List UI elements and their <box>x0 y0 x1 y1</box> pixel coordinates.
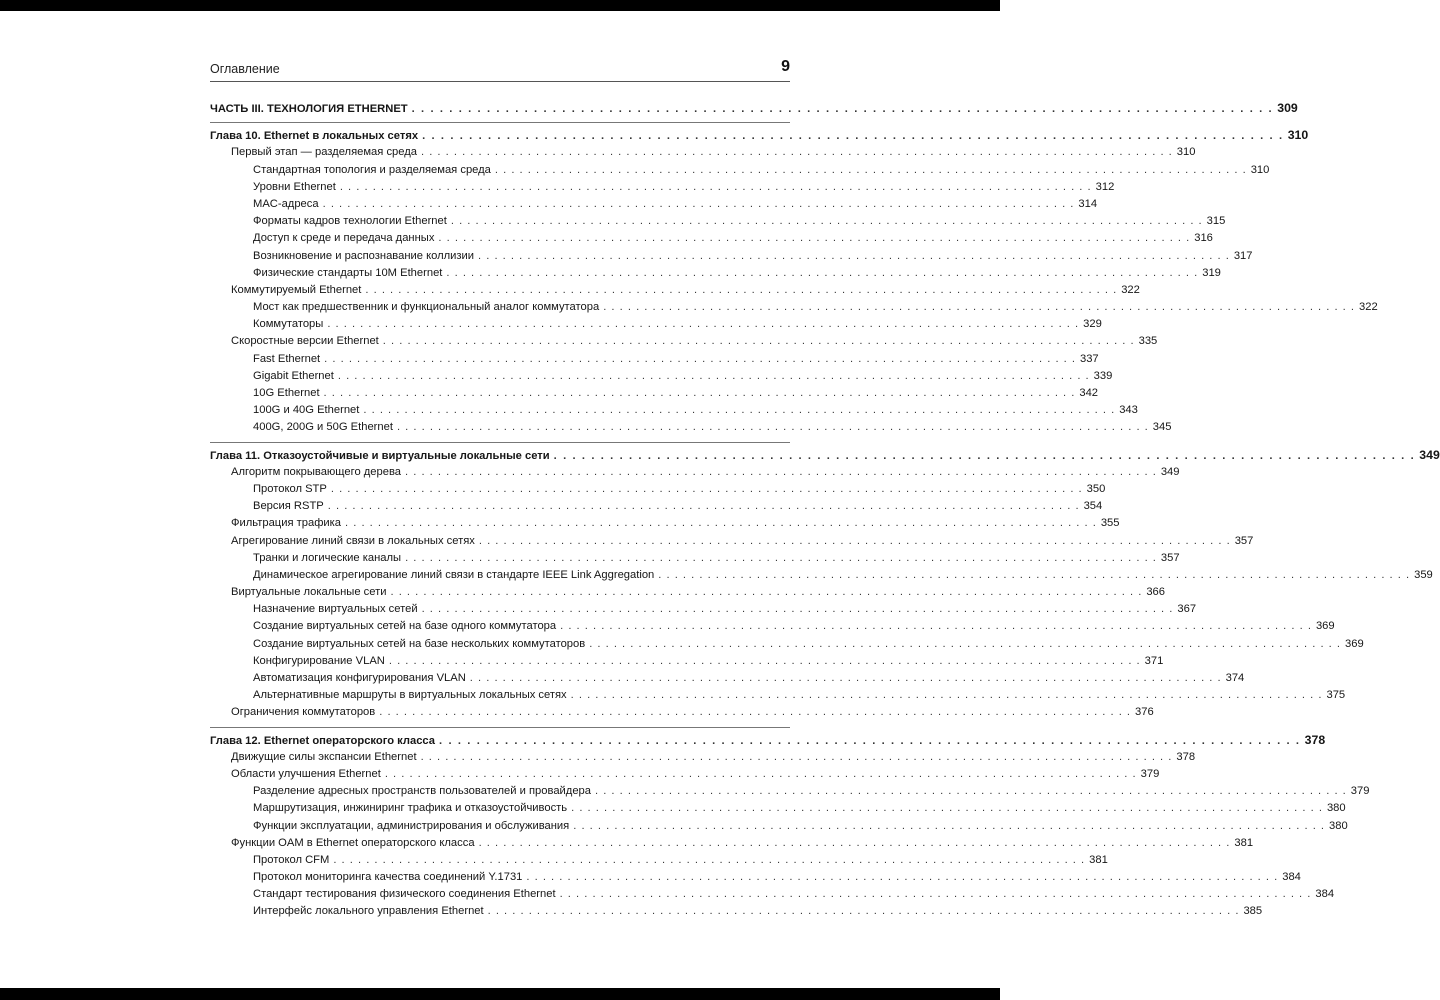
toc-entry-page: 376 <box>1135 706 1154 719</box>
toc-entry-title: Агрегирование линий связи в локальных сетях <box>231 534 475 547</box>
toc-entry-page: 381 <box>1089 853 1108 866</box>
toc-entry-title: Глава 10. Ethernet в локальных сетях <box>210 130 419 143</box>
toc-entry-page: 354 <box>1083 500 1103 513</box>
toc-entry[interactable] <box>210 687 1346 704</box>
table-of-contents <box>210 100 1440 921</box>
dot-leader: . . . . . . . . . . . . . . . . . . . . . . . . . . . . . . . . . . . . . . . . . . . . . . . . . . . . . . . . . . . . . . . . . . . . . . . . . . . . . . . . . . . . . . . . . . . . <box>439 734 1301 747</box>
toc-entry-title: Альтернативные маршруты в виртуальных локальных сетях <box>253 689 567 702</box>
dot-leader: . . . . . . . . . . . . . . . . . . . . . . . . . . . . . . . . . . . . . . . . . . . . . . . . . . . . . . . . . . . . . . . . . . . . . . . . . . . . . . . . . . . . . . . . . . . . <box>571 802 1323 815</box>
running-header <box>210 58 790 80</box>
toc-entry[interactable] <box>210 704 1154 721</box>
page-number: 9 <box>781 58 790 75</box>
toc-entry-page: 384 <box>1315 888 1335 901</box>
dot-leader: . . . . . . . . . . . . . . . . . . . . . . . . . . . . . . . . . . . . . . . . . . . . . . . . . . . . . . . . . . . . . . . . . . . . . . . . . . . . . . . . . . . . . . . . . . . . <box>450 215 1203 228</box>
toc-chapter-entry[interactable] <box>210 127 1309 144</box>
toc-entry-page: 380 <box>1326 802 1346 815</box>
toc-entry-page: 381 <box>1234 836 1254 849</box>
toc-entry-title: ЧАСТЬ III. ТЕХНОЛОГИЯ ETHERNET <box>210 103 408 115</box>
dot-leader: . . . . . . . . . . . . . . . . . . . . . . . . . . . . . . . . . . . . . . . . . . . . . . . . . . . . . . . . . . . . . . . . . . . . . . . . . . . . . . . . . . . . . . . . . . . . <box>411 103 1274 115</box>
toc-entry-title: Виртуальные локальные сети <box>231 586 387 599</box>
toc-entry-title: Транки и логические каналы <box>253 551 402 564</box>
toc-entry-title: Стандартная топология и разделяемая среда <box>253 163 491 176</box>
dot-leader: . . . . . . . . . . . . . . . . . . . . . . . . . . . . . . . . . . . . . . . . . . . . . . . . . . . . . . . . . . . . . . . . . . . . . . . . . . . . . . . . . . . . . . . . . . . . <box>421 603 1174 616</box>
toc-entry-title: Разделение адресных пространств пользователей и провайдера <box>253 785 591 798</box>
dot-leader: . . . . . . . . . . . . . . . . . . . . . . . . . . . . . . . . . . . . . . . . . . . . . . . . . . . . . . . . . . . . . . . . . . . . . . . . . . . . . . . . . . . . . . . . . . . . <box>405 465 1157 478</box>
dot-leader: . . . . . . . . . . . . . . . . . . . . . . . . . . . . . . . . . . . . . . . . . . . . . . . . . . . . . . . . . . . . . . . . . . . . . . . . . . . . . . . . . . . . . . . . . . . . <box>438 232 1191 245</box>
toc-entry-title: 10G Ethernet <box>253 387 320 399</box>
toc-entry-title: Функции OAM в Ethernet операторского класса <box>231 836 475 849</box>
toc-entry[interactable] <box>210 584 1165 601</box>
dot-leader: . . . . . . . . . . . . . . . . . . . . . . . . . . . . . . . . . . . . . . . . . . . . . . . . . . . . . . . . . . . . . . . . . . . . . . . . . . . . . . . . . . . . . . . . . . . . <box>333 853 1086 866</box>
toc-entry[interactable] <box>210 316 1102 333</box>
dot-leader: . . . . . . . . . . . . . . . . . . . . . . . . . . . . . . . . . . . . . . . . . . . . . . . . . . . . . . . . . . . . . . . . . . . . . . . . . . . . . . . . . . . . . . . . . . . . <box>573 819 1326 832</box>
toc-entry-page: 310 <box>1287 128 1309 143</box>
toc-entry[interactable] <box>210 419 1172 436</box>
toc-entry[interactable] <box>210 265 1221 282</box>
dot-leader: . . . . . . . . . . . . . . . . . . . . . . . . . . . . . . . . . . . . . . . . . . . . . . . . . . . . . . . . . . . . . . . . . . . . . . . . . . . . . . . . . . . . . . . . . . . . <box>345 517 1097 530</box>
dot-leader: . . . . . . . . . . . . . . . . . . . . . . . . . . . . . . . . . . . . . . . . . . . . . . . . . . . . . . . . . . . . . . . . . . . . . . . . . . . . . . . . . . . . . . . . . . . . <box>339 180 1092 193</box>
toc-entry-title: Конфигурирование VLAN <box>253 654 385 667</box>
toc-entry-title: Стандарт тестирования физического соединения Ethernet <box>253 888 556 901</box>
toc-entry[interactable] <box>210 402 1138 419</box>
toc-entry-title: Gigabit Ethernet <box>253 369 334 382</box>
toc-entry-title: Создание виртуальных сетей на базе одного коммутатора <box>253 620 557 633</box>
toc-entry-page: 357 <box>1234 534 1254 547</box>
toc-entry[interactable] <box>210 213 1226 230</box>
toc-entry-title: Интерфейс локального управления Ethernet <box>253 905 484 918</box>
dot-leader: . . . . . . . . . . . . . . . . . . . . . . . . . . . . . . . . . . . . . . . . . . . . . . . . . . . . . . . . . . . . . . . . . . . . . . . . . . . . . . . . . . . . . . . . . . . . <box>487 905 1240 918</box>
toc-entry-title: Маршрутизация, инжиниринг трафика и отказоустойчивость <box>253 802 568 815</box>
dot-leader: . . . . . . . . . . . . . . . . . . . . . . . . . . . . . . . . . . . . . . . . . . . . . . . . . . . . . . . . . . . . . . . . . . . . . . . . . . . . . . . . . . . . . . . . . . . . <box>420 750 1173 763</box>
top-black-border <box>0 0 1000 11</box>
dot-leader: . . . . . . . . . . . . . . . . . . . . . . . . . . . . . . . . . . . . . . . . . . . . . . . . . . . . . . . . . . . . . . . . . . . . . . . . . . . . . . . . . . . . . . . . . . . . <box>559 888 1312 901</box>
toc-entry-title: Создание виртуальных сетей на базе нескольких коммутаторов <box>253 637 586 650</box>
toc-chapter-entry[interactable] <box>210 732 1326 749</box>
toc-entry-page: 379 <box>1140 767 1160 780</box>
toc-entry-title: Уровни Ethernet <box>253 180 336 193</box>
toc-entry-title: Движущие силы экспансии Ethernet <box>231 750 417 763</box>
toc-entry-title: Возникновение и распознавание коллизии <box>253 249 475 262</box>
toc-entry-title: Автоматизация конфигурирования VLAN <box>253 672 466 684</box>
toc-entry[interactable] <box>210 886 1335 903</box>
toc-entry-page: 378 <box>1304 732 1326 747</box>
toc-entry-page: 315 <box>1206 215 1226 228</box>
dot-leader: . . . . . . . . . . . . . . . . . . . . . . . . . . . . . . . . . . . . . . . . . . . . . . . . . . . . . . . . . . . . . . . . . . . . . . . . . . . . . . . . . . . . . . . . . . . . <box>469 672 1222 684</box>
toc-entry-page: 378 <box>1176 750 1196 763</box>
dot-leader: . . . . . . . . . . . . . . . . . . . . . . . . . . . . . . . . . . . . . . . . . . . . . . . . . . . . . . . . . . . . . . . . . . . . . . . . . . . . . . . . . . . . . . . . . . . . <box>388 654 1141 667</box>
toc-entry[interactable] <box>210 636 1364 653</box>
toc-entry[interactable] <box>210 333 1158 350</box>
dot-leader: . . . . . . . . . . . . . . . . . . . . . . . . . . . . . . . . . . . . . . . . . . . . . . . . . . . . . . . . . . . . . . . . . . . . . . . . . . . . . . . . . . . . . . . . . . . . <box>390 586 1143 599</box>
toc-entry-title: MAC-адреса <box>253 197 319 210</box>
toc-entry[interactable] <box>210 515 1120 532</box>
toc-entry-page: 371 <box>1144 654 1164 667</box>
toc-entry-title: Протокол мониторинга качества соединений Y.1731 <box>253 871 523 884</box>
toc-entry-page: 310 <box>1176 146 1196 159</box>
toc-entry[interactable] <box>210 248 1253 265</box>
toc-entry[interactable] <box>210 818 1348 835</box>
toc-entry-page: 374 <box>1225 672 1245 684</box>
toc-entry[interactable] <box>210 464 1180 481</box>
toc-entry-page: 380 <box>1329 819 1348 832</box>
dot-leader: . . . . . . . . . . . . . . . . . . . . . . . . . . . . . . . . . . . . . . . . . . . . . . . . . . . . . . . . . . . . . . . . . . . . . . . . . . . . . . . . . . . . . . . . . . . . <box>327 500 1080 513</box>
toc-entry[interactable] <box>210 230 1213 247</box>
toc-entry[interactable] <box>210 618 1335 635</box>
toc-entry-title: Доступ к среде и передача данных <box>253 232 435 245</box>
toc-entry[interactable] <box>210 385 1099 402</box>
dot-leader: . . . . . . . . . . . . . . . . . . . . . . . . . . . . . . . . . . . . . . . . . . . . . . . . . . . . . . . . . . . . . . . . . . . . . . . . . . . . . . . . . . . . . . . . . . . . <box>570 689 1323 702</box>
toc-entry-page: 375 <box>1326 689 1346 702</box>
toc-entry-title: 400G, 200G и 50G Ethernet <box>253 421 393 434</box>
dot-leader: . . . . . . . . . . . . . . . . . . . . . . . . . . . . . . . . . . . . . . . . . . . . . . . . . . . . . . . . . . . . . . . . . . . . . . . . . . . . . . . . . . . . . . . . . . . . <box>494 163 1247 176</box>
toc-entry-title: Форматы кадров технологии Ethernet <box>253 215 447 228</box>
toc-entry-page: 367 <box>1177 603 1197 616</box>
dot-leader: . . . . . . . . . . . . . . . . . . . . . . . . . . . . . . . . . . . . . . . . . . . . . . . . . . . . . . . . . . . . . . . . . . . . . . . . . . . . . . . . . . . . . . . . . . . . <box>560 620 1312 633</box>
dot-leader: . . . . . . . . . . . . . . . . . . . . . . . . . . . . . . . . . . . . . . . . . . . . . . . . . . . . . . . . . . . . . . . . . . . . . . . . . . . . . . . . . . . . . . . . . . . . <box>327 318 1080 331</box>
toc-entry[interactable] <box>210 567 1433 584</box>
toc-entry[interactable] <box>210 653 1164 670</box>
toc-entry-page: 349 <box>1419 447 1440 462</box>
toc-entry-title: Функции эксплуатации, администрирования и обслуживания <box>253 819 570 832</box>
toc-entry-page: 316 <box>1194 232 1213 245</box>
dot-leader: . . . . . . . . . . . . . . . . . . . . . . . . . . . . . . . . . . . . . . . . . . . . . . . . . . . . . . . . . . . . . . . . . . . . . . . . . . . . . . . . . . . . . . . . . . . . <box>396 421 1149 434</box>
toc-entry[interactable] <box>210 749 1196 766</box>
dot-leader: . . . . . . . . . . . . . . . . . . . . . . . . . . . . . . . . . . . . . . . . . . . . . . . . . . . . . . . . . . . . . . . . . . . . . . . . . . . . . . . . . . . . . . . . . . . . <box>324 352 1076 365</box>
toc-entry-title: Коммутаторы <box>253 318 324 331</box>
dot-leader: . . . . . . . . . . . . . . . . . . . . . . . . . . . . . . . . . . . . . . . . . . . . . . . . . . . . . . . . . . . . . . . . . . . . . . . . . . . . . . . . . . . . . . . . . . . . <box>330 482 1083 495</box>
toc-entry-title: Fast Ethernet <box>253 352 321 365</box>
toc-entry-title: Назначение виртуальных сетей <box>253 603 418 616</box>
toc-entry[interactable] <box>210 601 1197 618</box>
toc-entry-page: 369 <box>1315 620 1335 633</box>
toc-entry-title: Ограничения коммутаторов <box>231 706 376 719</box>
toc-entry-page: 339 <box>1093 369 1113 382</box>
header-rule <box>210 81 790 82</box>
toc-entry-title: Алгоритм покрывающего дерева <box>231 465 402 478</box>
dot-leader: . . . . . . . . . . . . . . . . . . . . . . . . . . . . . . . . . . . . . . . . . . . . . . . . . . . . . . . . . . . . . . . . . . . . . . . . . . . . . . . . . . . . . . . . . . . . <box>526 871 1279 884</box>
dot-leader: . . . . . . . . . . . . . . . . . . . . . . . . . . . . . . . . . . . . . . . . . . . . . . . . . . . . . . . . . . . . . . . . . . . . . . . . . . . . . . . . . . . . . . . . . . . . <box>337 369 1090 382</box>
dot-leader: . . . . . . . . . . . . . . . . . . . . . . . . . . . . . . . . . . . . . . . . . . . . . . . . . . . . . . . . . . . . . . . . . . . . . . . . . . . . . . . . . . . . . . . . . . . . <box>382 335 1135 348</box>
dot-leader: . . . . . . . . . . . . . . . . . . . . . . . . . . . . . . . . . . . . . . . . . . . . . . . . . . . . . . . . . . . . . . . . . . . . . . . . . . . . . . . . . . . . . . . . . . . . <box>405 551 1157 564</box>
toc-chapter-entry[interactable] <box>210 447 1440 464</box>
toc-entry-title: Динамическое агрегирование линий связи в стандарте IEEE Link Aggregation <box>253 568 655 581</box>
toc-entry-page: 310 <box>1250 163 1270 176</box>
toc-entry-page: 366 <box>1146 586 1165 599</box>
toc-entry[interactable] <box>210 368 1113 385</box>
dot-leader: . . . . . . . . . . . . . . . . . . . . . . . . . . . . . . . . . . . . . . . . . . . . . . . . . . . . . . . . . . . . . . . . . . . . . . . . . . . . . . . . . . . . . . . . . . . . <box>446 266 1199 279</box>
dot-leader: . . . . . . . . . . . . . . . . . . . . . . . . . . . . . . . . . . . . . . . . . . . . . . . . . . . . . . . . . . . . . . . . . . . . . . . . . . . . . . . . . . . . . . . . . . . . <box>322 197 1075 210</box>
toc-entry-page: 355 <box>1100 517 1120 530</box>
toc-entry[interactable] <box>210 179 1115 196</box>
toc-entry-title: Мост как предшественник и функциональный аналог коммутатора <box>253 301 600 314</box>
toc-entry-page: 345 <box>1152 421 1172 434</box>
toc-entry-page: 379 <box>1350 785 1370 798</box>
toc-entry-title: 100G и 40G Ethernet <box>253 404 360 417</box>
toc-entry-page: 319 <box>1202 266 1221 279</box>
toc-entry-page: 322 <box>1359 301 1378 314</box>
toc-entry-title: Фильтрация трафика <box>231 517 342 530</box>
toc-entry-page: 384 <box>1282 871 1301 884</box>
toc-entry[interactable] <box>210 800 1346 817</box>
toc-entry[interactable] <box>210 783 1370 800</box>
toc-entry-page: 350 <box>1086 482 1106 495</box>
toc-entry-page: 335 <box>1138 335 1158 348</box>
toc-entry-page: 385 <box>1243 905 1263 918</box>
toc-entry[interactable] <box>210 903 1263 920</box>
dot-leader: . . . . . . . . . . . . . . . . . . . . . . . . . . . . . . . . . . . . . . . . . . . . . . . . . . . . . . . . . . . . . . . . . . . . . . . . . . . . . . . . . . . . . . . . . . . . <box>422 130 1284 143</box>
toc-entry[interactable] <box>210 670 1245 687</box>
toc-entry[interactable] <box>210 144 1196 161</box>
dot-leader: . . . . . . . . . . . . . . . . . . . . . . . . . . . . . . . . . . . . . . . . . . . . . . . . . . . . . . . . . . . . . . . . . . . . . . . . . . . . . . . . . . . . . . . . . . . . <box>420 146 1173 159</box>
dot-leader: . . . . . . . . . . . . . . . . . . . . . . . . . . . . . . . . . . . . . . . . . . . . . . . . . . . . . . . . . . . . . . . . . . . . . . . . . . . . . . . . . . . . . . . . . . . . <box>553 449 1416 462</box>
toc-entry-page: 329 <box>1083 318 1102 331</box>
dot-leader: . . . . . . . . . . . . . . . . . . . . . . . . . . . . . . . . . . . . . . . . . . . . . . . . . . . . . . . . . . . . . . . . . . . . . . . . . . . . . . . . . . . . . . . . . . . . <box>594 785 1347 798</box>
toc-entry-page: 343 <box>1119 404 1138 417</box>
dot-leader: . . . . . . . . . . . . . . . . . . . . . . . . . . . . . . . . . . . . . . . . . . . . . . . . . . . . . . . . . . . . . . . . . . . . . . . . . . . . . . . . . . . . . . . . . . . . <box>658 568 1411 581</box>
toc-entry-page: 337 <box>1079 352 1099 365</box>
dot-leader: . . . . . . . . . . . . . . . . . . . . . . . . . . . . . . . . . . . . . . . . . . . . . . . . . . . . . . . . . . . . . . . . . . . . . . . . . . . . . . . . . . . . . . . . . . . . <box>603 301 1356 314</box>
dot-leader: . . . . . . . . . . . . . . . . . . . . . . . . . . . . . . . . . . . . . . . . . . . . . . . . . . . . . . . . . . . . . . . . . . . . . . . . . . . . . . . . . . . . . . . . . . . . <box>478 534 1231 547</box>
toc-entry[interactable] <box>210 351 1099 368</box>
toc-entry-page: 342 <box>1079 387 1099 399</box>
dot-leader: . . . . . . . . . . . . . . . . . . . . . . . . . . . . . . . . . . . . . . . . . . . . . . . . . . . . . . . . . . . . . . . . . . . . . . . . . . . . . . . . . . . . . . . . . . . . <box>589 637 1341 650</box>
dot-leader: . . . . . . . . . . . . . . . . . . . . . . . . . . . . . . . . . . . . . . . . . . . . . . . . . . . . . . . . . . . . . . . . . . . . . . . . . . . . . . . . . . . . . . . . . . . . <box>365 283 1118 296</box>
dot-leader: . . . . . . . . . . . . . . . . . . . . . . . . . . . . . . . . . . . . . . . . . . . . . . . . . . . . . . . . . . . . . . . . . . . . . . . . . . . . . . . . . . . . . . . . . . . . <box>363 404 1116 417</box>
toc-entry[interactable] <box>210 162 1270 179</box>
toc-entry-page: 312 <box>1095 180 1115 193</box>
toc-entry-title: Протокол STP <box>253 482 327 495</box>
toc-entry-title: Первый этап — разделяемая среда <box>231 146 417 159</box>
toc-entry[interactable] <box>210 196 1098 213</box>
toc-entry-title: Физические стандарты 10M Ethernet <box>253 266 443 279</box>
dot-leader: . . . . . . . . . . . . . . . . . . . . . . . . . . . . . . . . . . . . . . . . . . . . . . . . . . . . . . . . . . . . . . . . . . . . . . . . . . . . . . . . . . . . . . . . . . . . <box>323 387 1076 399</box>
dot-leader: . . . . . . . . . . . . . . . . . . . . . . . . . . . . . . . . . . . . . . . . . . . . . . . . . . . . . . . . . . . . . . . . . . . . . . . . . . . . . . . . . . . . . . . . . . . . <box>384 767 1137 780</box>
toc-entry-page: 359 <box>1414 568 1433 581</box>
dot-leader: . . . . . . . . . . . . . . . . . . . . . . . . . . . . . . . . . . . . . . . . . . . . . . . . . . . . . . . . . . . . . . . . . . . . . . . . . . . . . . . . . . . . . . . . . . . . <box>379 706 1132 719</box>
toc-entry[interactable] <box>210 766 1160 783</box>
toc-entry[interactable] <box>210 835 1254 852</box>
toc-entry[interactable] <box>210 533 1254 550</box>
toc-entry[interactable] <box>210 282 1140 299</box>
toc-part-entry[interactable] <box>210 100 1298 117</box>
toc-entry[interactable] <box>210 498 1103 515</box>
toc-entry-page: 357 <box>1160 551 1180 564</box>
toc-entry-title: Версия RSTP <box>253 500 324 513</box>
toc-entry-page: 317 <box>1233 249 1253 262</box>
toc-entry[interactable] <box>210 869 1301 886</box>
toc-entry-title: Области улучшения Ethernet <box>231 767 381 780</box>
toc-entry-page: 322 <box>1121 283 1140 296</box>
dot-leader: . . . . . . . . . . . . . . . . . . . . . . . . . . . . . . . . . . . . . . . . . . . . . . . . . . . . . . . . . . . . . . . . . . . . . . . . . . . . . . . . . . . . . . . . . . . . <box>478 249 1230 262</box>
toc-entry-page: 369 <box>1345 637 1364 650</box>
toc-entry[interactable] <box>210 299 1378 316</box>
toc-entry-title: Коммутируемый Ethernet <box>231 283 362 296</box>
toc-entry-title: Протокол CFM <box>253 853 330 866</box>
toc-entry-page: 349 <box>1160 465 1180 478</box>
toc-entry-title: Скоростные версии Ethernet <box>231 335 379 348</box>
toc-entry-page: 314 <box>1078 197 1098 210</box>
toc-entry-page: 309 <box>1277 101 1298 115</box>
toc-entry-title: Глава 12. Ethernet операторского класса <box>210 734 436 747</box>
dot-leader: . . . . . . . . . . . . . . . . . . . . . . . . . . . . . . . . . . . . . . . . . . . . . . . . . . . . . . . . . . . . . . . . . . . . . . . . . . . . . . . . . . . . . . . . . . . . <box>478 836 1231 849</box>
running-header-title: Оглавление <box>210 62 280 76</box>
toc-entry[interactable] <box>210 852 1108 869</box>
toc-entry-title: Глава 11. Отказоустойчивые и виртуальные локальные сети <box>210 449 550 462</box>
toc-entry[interactable] <box>210 481 1106 498</box>
bottom-black-border <box>0 988 1000 1000</box>
toc-entry[interactable] <box>210 550 1180 567</box>
